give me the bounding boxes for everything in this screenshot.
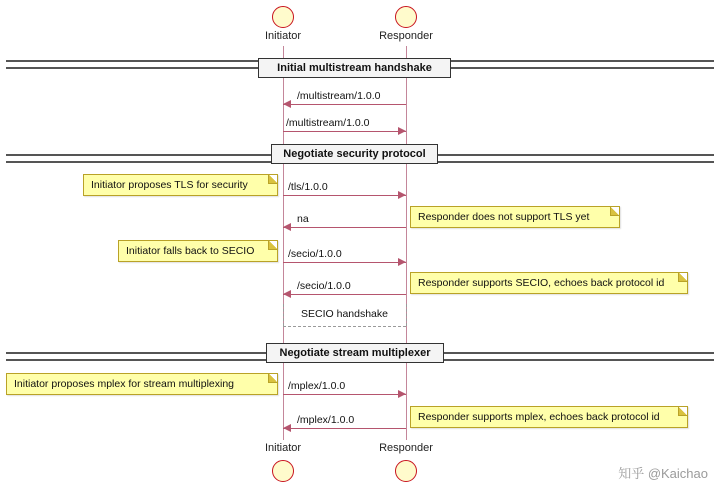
note-text: Responder supports SECIO, echoes back protocol id [418, 277, 665, 289]
message-line-m6 [283, 294, 406, 295]
message-line-m1 [283, 104, 406, 105]
message-arrow-m6 [283, 290, 291, 298]
message-line-m4 [283, 227, 406, 228]
message-label-m1: /multistream/1.0.0 [297, 90, 381, 102]
note-responder-supports-mplex [410, 406, 688, 428]
message-label-m5: /secio/1.0.0 [288, 248, 342, 260]
note-text: Responder supports mplex, echoes back protocol id [418, 411, 660, 423]
note-fold-icon [268, 374, 277, 383]
message-line-m5 [283, 262, 406, 263]
actor-label-initiator-bottom: Initiator [264, 442, 302, 454]
message-label-m9: /mplex/1.0.0 [297, 414, 355, 426]
message-arrow-m5 [398, 258, 406, 266]
note-text: Responder does not support TLS yet [418, 211, 590, 223]
note-fold-icon [268, 175, 277, 184]
actor-head-responder-bottom [395, 460, 417, 482]
actor-head-initiator-bottom [272, 460, 294, 482]
note-text: Initiator proposes mplex for stream multiplexing [14, 378, 235, 390]
message-line-m9 [283, 428, 406, 429]
actor-head-initiator [272, 6, 294, 28]
message-label-m3: /tls/1.0.0 [288, 181, 328, 193]
message-line-m8 [283, 394, 406, 395]
message-arrow-m2 [398, 127, 406, 135]
message-arrow-m1 [283, 100, 291, 108]
message-line-m2 [283, 131, 406, 132]
message-label-m4: na [297, 213, 309, 225]
actor-head-responder [395, 6, 417, 28]
message-line-m3 [283, 195, 406, 196]
actor-label-responder-top: Responder [379, 30, 433, 42]
watermark: 知乎 @Kaichao [618, 466, 708, 481]
note-initiator-falls-back-secio [118, 240, 278, 262]
note-initiator-proposes-tls [83, 174, 278, 196]
message-label-m7: SECIO handshake [301, 308, 388, 320]
note-fold-icon [610, 207, 619, 216]
message-arrow-m4 [283, 223, 291, 231]
section-title-muxer: Negotiate stream multiplexer [266, 343, 444, 363]
section-title-security: Negotiate security protocol [271, 144, 438, 164]
message-arrow-m9 [283, 424, 291, 432]
message-label-m6: /secio/1.0.0 [297, 280, 351, 292]
note-fold-icon [678, 273, 687, 282]
note-fold-icon [678, 407, 687, 416]
secio-handshake-right-guide [406, 304, 407, 326]
message-arrow-m8 [398, 390, 406, 398]
note-responder-supports-secio [410, 272, 688, 294]
note-responder-no-tls [410, 206, 620, 228]
section-title-handshake: Initial multistream handshake [258, 58, 451, 78]
message-label-m8: /mplex/1.0.0 [288, 380, 346, 392]
message-line-m7 [283, 326, 406, 327]
note-initiator-proposes-mplex [6, 373, 278, 395]
note-text: Initiator falls back to SECIO [126, 245, 255, 257]
message-arrow-m3 [398, 191, 406, 199]
actor-label-responder-bottom: Responder [379, 442, 433, 454]
note-fold-icon [268, 241, 277, 250]
message-label-m2: /multistream/1.0.0 [286, 117, 370, 129]
note-text: Initiator proposes TLS for security [91, 179, 248, 191]
lifeline-responder [406, 46, 407, 440]
actor-label-initiator-top: Initiator [264, 30, 302, 42]
